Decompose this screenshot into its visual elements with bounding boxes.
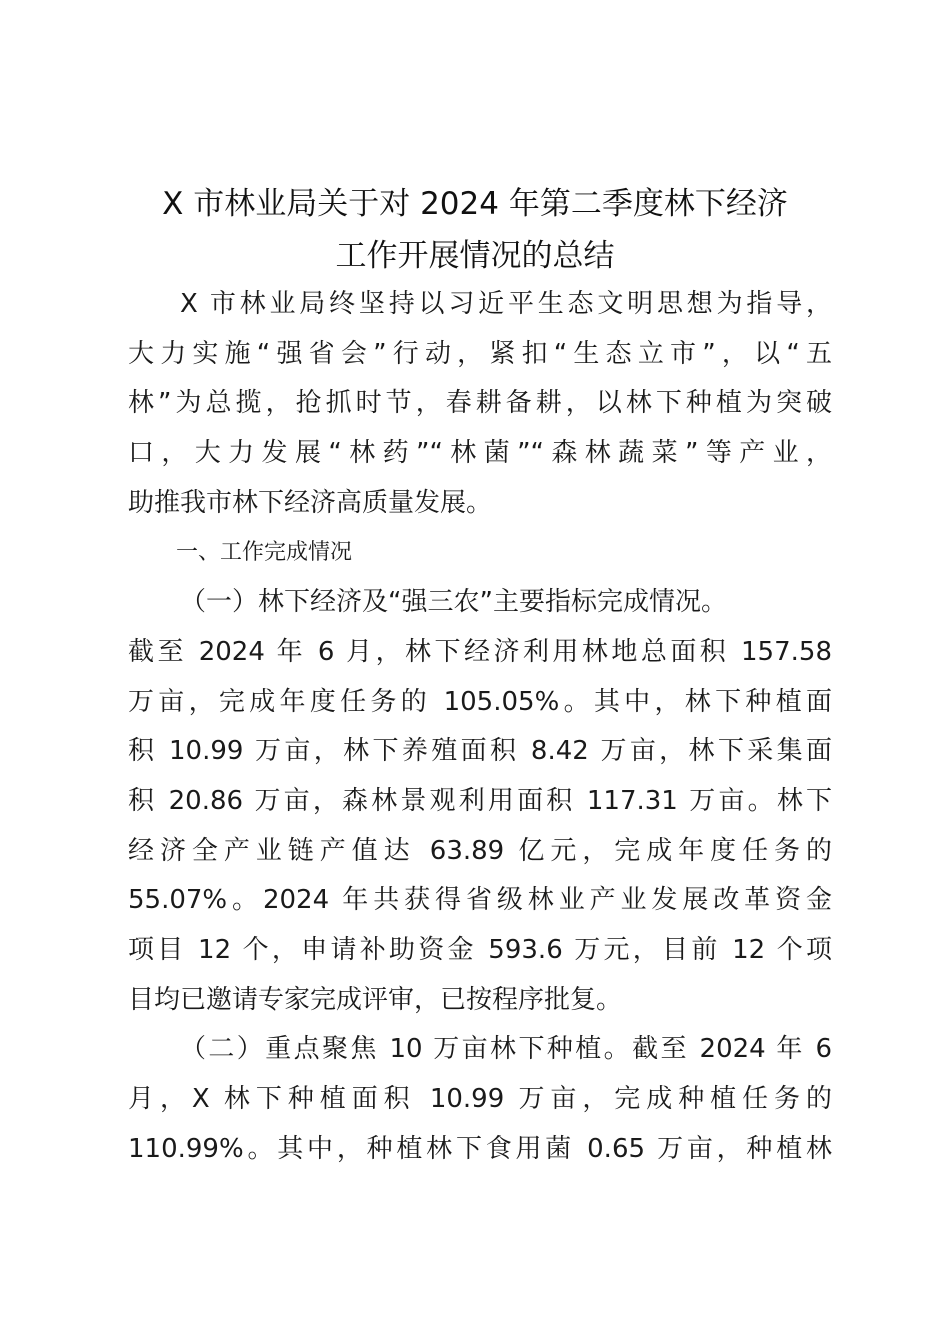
paragraph-line: 积 10.99 万亩，林下养殖面积 8.42 万亩，林下采集面 [128,736,832,767]
title-line-2: 工作开展情况的总结 [335,238,615,274]
paragraph-line: 月，X 林下种植面积 10.99 万亩，完成种植任务的 [128,1084,832,1114]
paragraph-line: 110.99%。其中，种植林下食用菌 0.65 万亩，种植林 [128,1133,832,1164]
paragraph-line: （一）林下经济及“强三农”主要指标完成情况。 [180,587,727,618]
document-body [128,280,832,1174]
paragraph-line: 积 20.86 万亩，森林景观利用面积 117.31 万亩。林下 [128,785,832,816]
paragraph-line: 经济全产业链产值达 63.89 亿元，完成年度任务的 [128,835,832,866]
paragraph-line: （二）重点聚焦 10 万亩林下种植。截至 2024 年 6 [180,1034,832,1065]
intro-paragraph [128,280,832,528]
title-line-1: X 市林业局关于对 2024 年第二季度林下经济 [162,186,788,222]
subsection-1-paragraph [128,578,832,1025]
paragraph-line: 目均已邀请专家完成评审，已按程序批复。 [128,984,623,1015]
paragraph-line: 55.07%。2024 年共获得省级林业产业发展改革资金 [128,885,832,916]
paragraph-line: 助推我市林下经济高质量发展。 [128,487,493,518]
paragraph-line: 万亩，完成年度任务的 105.05%。其中，林下种植面 [128,686,832,717]
paragraph-line: 林”为总揽，抢抓时节，春耕备耕，以林下种植为突破 [128,388,832,419]
paragraph-line: 截至 2024 年 6 月，林下经济利用林地总面积 157.58 [128,636,832,667]
paragraph-line: 口，大力发展“林药”“林菌”“森林蔬菜”等产业， [128,438,832,469]
section-heading: 一、工作完成情况 [176,540,353,566]
paragraph-line: 大力实施“强省会”行动，紧扣“生态立市”，以“五 [128,338,832,369]
paragraph-line: 项目 12 个，申请补助资金 593.6 万元，目前 12 个项 [128,934,832,965]
paragraph-line: X 市林业局终坚持以习近平生态文明思想为指导， [180,289,832,319]
document-title [0,178,950,282]
subsection-2-paragraph [128,1025,832,1174]
